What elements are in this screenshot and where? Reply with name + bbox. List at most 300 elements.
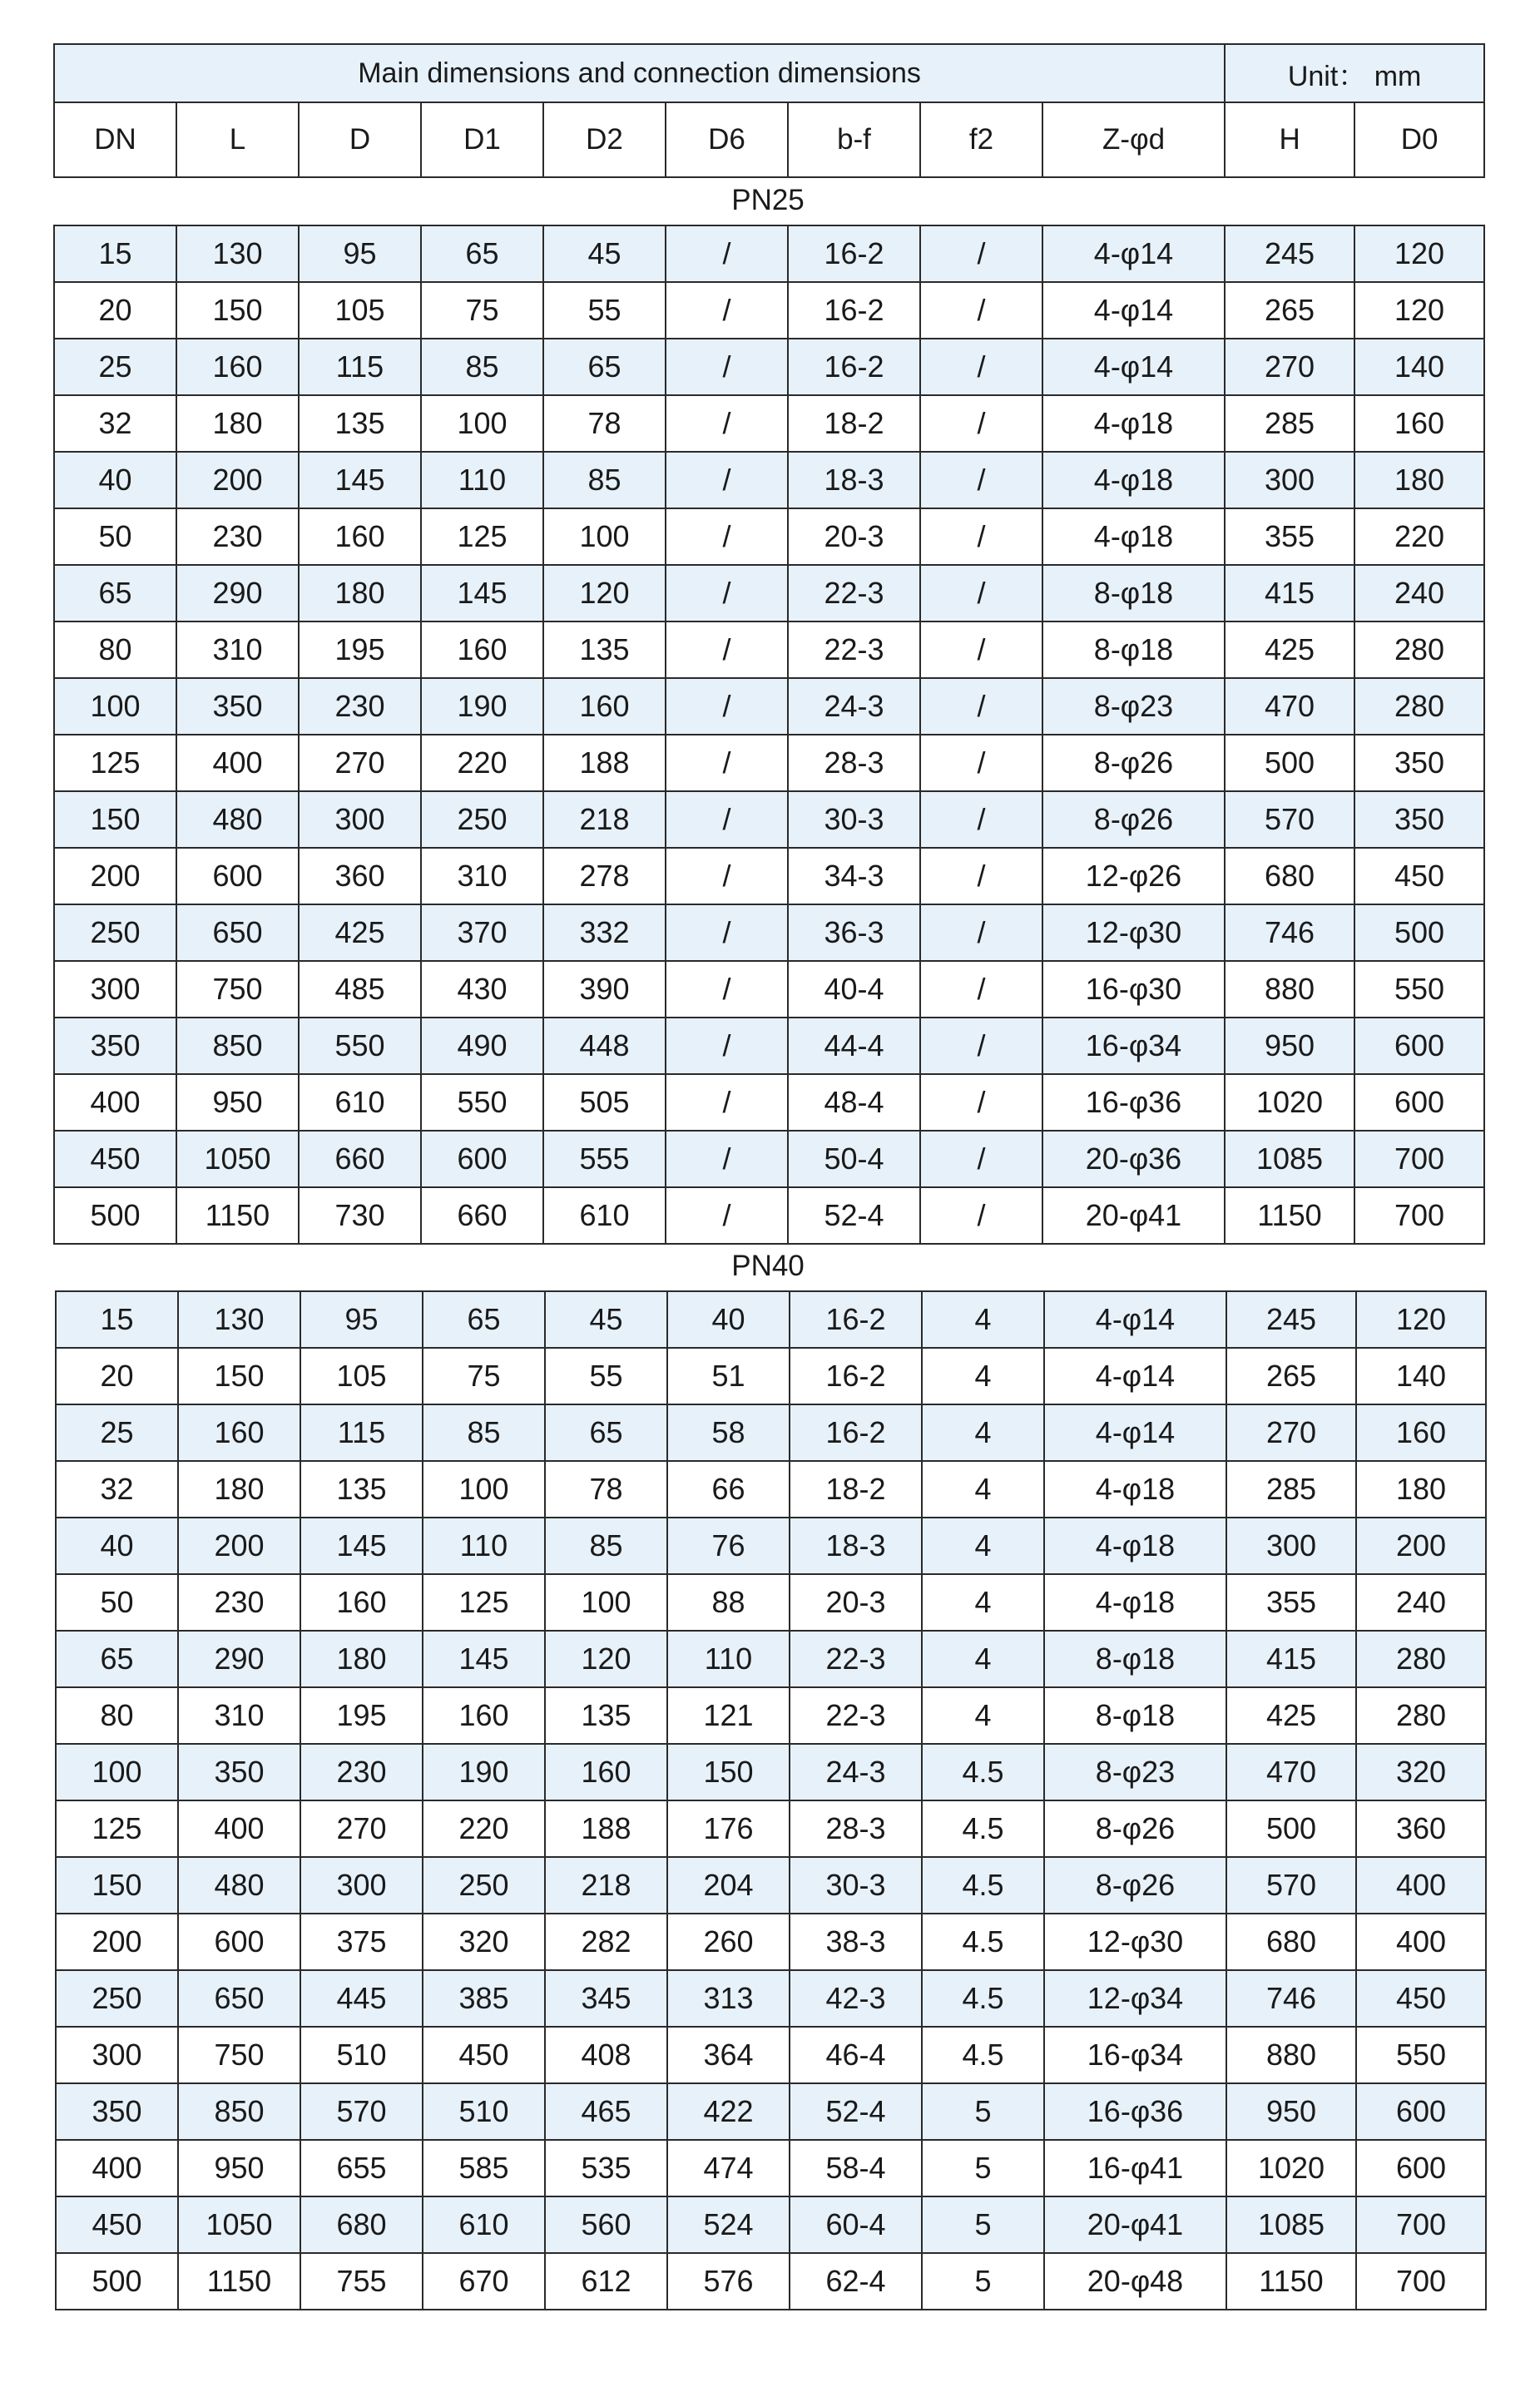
cell-l: 180 — [178, 1461, 300, 1518]
cell-f2: / — [920, 791, 1042, 848]
cell-d6: 150 — [667, 1744, 790, 1800]
cell-l: 350 — [178, 1744, 300, 1800]
cell-l: 850 — [176, 1018, 299, 1074]
cell-l: 150 — [178, 1348, 300, 1404]
cell-f2: 4 — [922, 1574, 1044, 1631]
cell-b-f: 20-3 — [790, 1574, 922, 1631]
cell-f2: 4 — [922, 1518, 1044, 1574]
cell-f2: / — [920, 735, 1042, 791]
cell-d0: 140 — [1356, 1348, 1486, 1404]
cell-z-phi-d: 20-φ48 — [1044, 2253, 1226, 2310]
table-row — [54, 1074, 1484, 1131]
cell-d1: 190 — [421, 678, 543, 735]
cell-dn: 100 — [54, 678, 176, 735]
cell-d6: 66 — [667, 1461, 790, 1518]
cell-d0: 120 — [1356, 1291, 1486, 1348]
cell-dn: 15 — [56, 1291, 178, 1348]
table-row — [54, 791, 1484, 848]
cell-d6: / — [666, 508, 788, 565]
cell-h: 245 — [1226, 1291, 1356, 1348]
cell-z-phi-d: 16-φ30 — [1042, 961, 1225, 1018]
column-header-row — [54, 102, 1484, 177]
cell-f2: 5 — [922, 2140, 1044, 2196]
cell-d1: 125 — [423, 1574, 545, 1631]
cell-b-f: 30-3 — [788, 791, 920, 848]
cell-z-phi-d: 8-φ18 — [1042, 565, 1225, 621]
cell-h: 570 — [1225, 791, 1354, 848]
cell-b-f: 60-4 — [790, 2196, 922, 2253]
cell-dn: 80 — [54, 621, 176, 678]
cell-h: 950 — [1226, 2083, 1356, 2140]
cell-b-f: 16-2 — [790, 1404, 922, 1461]
cell-l: 950 — [178, 2140, 300, 2196]
cell-b-f: 24-3 — [788, 678, 920, 735]
cell-f2: 4.5 — [922, 1800, 1044, 1857]
cell-d: 195 — [299, 621, 421, 678]
cell-b-f: 62-4 — [790, 2253, 922, 2310]
pn25-section-label: PN25 — [731, 184, 805, 216]
cell-d: 180 — [299, 565, 421, 621]
cell-d6: 422 — [667, 2083, 790, 2140]
cell-d1: 160 — [421, 621, 543, 678]
cell-d1: 65 — [421, 225, 543, 282]
cell-dn: 50 — [56, 1574, 178, 1631]
cell-dn: 400 — [56, 2140, 178, 2196]
cell-b-f: 16-2 — [790, 1348, 922, 1404]
cell-b-f: 58-4 — [790, 2140, 922, 2196]
cell-z-phi-d: 4-φ14 — [1044, 1404, 1226, 1461]
cell-h: 1020 — [1226, 2140, 1356, 2196]
cell-f2: 4 — [922, 1348, 1044, 1404]
cell-b-f: 16-2 — [788, 282, 920, 339]
cell-f2: 4.5 — [922, 2027, 1044, 2083]
cell-d0: 120 — [1354, 225, 1484, 282]
cell-l: 480 — [178, 1857, 300, 1914]
cell-f2: / — [920, 565, 1042, 621]
cell-dn: 300 — [54, 961, 176, 1018]
cell-h: 245 — [1225, 225, 1354, 282]
cell-f2: / — [920, 339, 1042, 395]
cell-h: 500 — [1225, 735, 1354, 791]
cell-d0: 160 — [1354, 395, 1484, 452]
cell-h: 1085 — [1225, 1131, 1354, 1187]
cell-d2: 100 — [545, 1574, 667, 1631]
table-row — [54, 565, 1484, 621]
cell-l: 200 — [178, 1518, 300, 1574]
cell-f2: / — [920, 1187, 1042, 1244]
cell-f2: / — [920, 1018, 1042, 1074]
column-header-dn: DN — [54, 102, 176, 177]
table-row — [54, 678, 1484, 735]
cell-dn: 25 — [54, 339, 176, 395]
cell-d1: 310 — [421, 848, 543, 904]
cell-f2: / — [920, 508, 1042, 565]
cell-b-f: 22-3 — [788, 621, 920, 678]
cell-dn: 450 — [54, 1131, 176, 1187]
cell-z-phi-d: 4-φ18 — [1044, 1574, 1226, 1631]
cell-h: 1150 — [1225, 1187, 1354, 1244]
cell-d6: / — [666, 848, 788, 904]
cell-h: 265 — [1226, 1348, 1356, 1404]
table-row — [54, 1131, 1484, 1187]
cell-d6: / — [666, 339, 788, 395]
cell-d1: 75 — [423, 1348, 545, 1404]
cell-d1: 250 — [423, 1857, 545, 1914]
cell-d0: 240 — [1354, 565, 1484, 621]
cell-d1: 110 — [421, 452, 543, 508]
cell-d6: / — [666, 678, 788, 735]
cell-d2: 45 — [543, 225, 666, 282]
cell-d6: / — [666, 961, 788, 1018]
cell-d1: 320 — [423, 1914, 545, 1970]
cell-l: 950 — [176, 1074, 299, 1131]
table-row — [56, 1348, 1486, 1404]
cell-l: 750 — [178, 2027, 300, 2083]
column-header-z-phi-d: Z-φd — [1042, 102, 1225, 177]
cell-dn: 40 — [54, 452, 176, 508]
cell-d: 145 — [300, 1518, 423, 1574]
cell-z-phi-d: 8-φ26 — [1042, 735, 1225, 791]
table-row — [56, 2253, 1486, 2310]
cell-d0: 400 — [1356, 1857, 1486, 1914]
cell-d0: 280 — [1354, 678, 1484, 735]
pn40-table-body — [56, 1291, 1486, 2310]
cell-d: 105 — [299, 282, 421, 339]
cell-b-f: 22-3 — [788, 565, 920, 621]
column-header-d: D — [299, 102, 421, 177]
cell-d1: 145 — [421, 565, 543, 621]
cell-d6: / — [666, 282, 788, 339]
cell-f2: / — [920, 848, 1042, 904]
cell-dn: 65 — [56, 1631, 178, 1687]
cell-d0: 320 — [1356, 1744, 1486, 1800]
cell-d1: 610 — [423, 2196, 545, 2253]
cell-l: 650 — [176, 904, 299, 961]
cell-l: 230 — [178, 1574, 300, 1631]
cell-d: 195 — [300, 1687, 423, 1744]
cell-d0: 550 — [1354, 961, 1484, 1018]
cell-d1: 100 — [423, 1461, 545, 1518]
cell-d: 730 — [299, 1187, 421, 1244]
cell-d2: 408 — [545, 2027, 667, 2083]
cell-z-phi-d: 20-φ41 — [1042, 1187, 1225, 1244]
cell-d1: 250 — [421, 791, 543, 848]
cell-d6: 576 — [667, 2253, 790, 2310]
cell-z-phi-d: 20-φ36 — [1042, 1131, 1225, 1187]
cell-d: 115 — [300, 1404, 423, 1461]
cell-b-f: 18-3 — [788, 452, 920, 508]
cell-h: 270 — [1226, 1404, 1356, 1461]
cell-dn: 150 — [54, 791, 176, 848]
cell-d6: / — [666, 1018, 788, 1074]
pn40-section-label: PN40 — [731, 1250, 805, 1282]
cell-d6: 40 — [667, 1291, 790, 1348]
cell-d0: 350 — [1354, 791, 1484, 848]
cell-l: 1050 — [176, 1131, 299, 1187]
cell-dn: 100 — [56, 1744, 178, 1800]
table-row — [56, 1631, 1486, 1687]
column-header-d0: D0 — [1354, 102, 1484, 177]
cell-h: 746 — [1225, 904, 1354, 961]
cell-z-phi-d: 8-φ23 — [1044, 1744, 1226, 1800]
cell-dn: 80 — [56, 1687, 178, 1744]
column-header-l: L — [176, 102, 299, 177]
cell-dn: 20 — [54, 282, 176, 339]
title-row — [54, 44, 1484, 102]
table-row — [54, 961, 1484, 1018]
pn25-table-body — [54, 225, 1484, 1244]
cell-z-phi-d: 12-φ30 — [1044, 1914, 1226, 1970]
cell-z-phi-d: 16-φ34 — [1044, 2027, 1226, 2083]
cell-h: 680 — [1225, 848, 1354, 904]
cell-f2: 4 — [922, 1461, 1044, 1518]
cell-d1: 160 — [423, 1687, 545, 1744]
cell-h: 265 — [1225, 282, 1354, 339]
cell-d2: 85 — [543, 452, 666, 508]
cell-d2: 65 — [545, 1404, 667, 1461]
cell-f2: 4.5 — [922, 1857, 1044, 1914]
cell-dn: 65 — [54, 565, 176, 621]
cell-b-f: 50-4 — [788, 1131, 920, 1187]
cell-d0: 600 — [1354, 1018, 1484, 1074]
cell-h: 950 — [1225, 1018, 1354, 1074]
table-row — [54, 225, 1484, 282]
cell-f2: / — [920, 395, 1042, 452]
cell-d: 95 — [300, 1291, 423, 1348]
cell-l: 400 — [178, 1800, 300, 1857]
cell-d: 610 — [299, 1074, 421, 1131]
column-header-d2: D2 — [543, 102, 666, 177]
table-row — [54, 848, 1484, 904]
cell-h: 285 — [1226, 1461, 1356, 1518]
cell-d2: 555 — [543, 1131, 666, 1187]
cell-h: 880 — [1226, 2027, 1356, 2083]
cell-d1: 585 — [423, 2140, 545, 2196]
cell-d2: 135 — [543, 621, 666, 678]
cell-z-phi-d: 16-φ41 — [1044, 2140, 1226, 2196]
cell-d2: 85 — [545, 1518, 667, 1574]
cell-d2: 345 — [545, 1970, 667, 2027]
cell-h: 1020 — [1225, 1074, 1354, 1131]
cell-d2: 55 — [545, 1348, 667, 1404]
column-header-d1: D1 — [421, 102, 543, 177]
cell-b-f: 40-4 — [788, 961, 920, 1018]
cell-b-f: 52-4 — [790, 2083, 922, 2140]
cell-d2: 390 — [543, 961, 666, 1018]
cell-d0: 200 — [1356, 1518, 1486, 1574]
cell-d: 160 — [300, 1574, 423, 1631]
cell-z-phi-d: 8-φ26 — [1044, 1857, 1226, 1914]
cell-d1: 370 — [421, 904, 543, 961]
table-row — [56, 1291, 1486, 1348]
cell-dn: 300 — [56, 2027, 178, 2083]
cell-d: 300 — [300, 1857, 423, 1914]
cell-dn: 20 — [56, 1348, 178, 1404]
cell-d1: 490 — [421, 1018, 543, 1074]
cell-f2: 4 — [922, 1291, 1044, 1348]
cell-d2: 78 — [545, 1461, 667, 1518]
cell-z-phi-d: 8-φ18 — [1044, 1687, 1226, 1744]
cell-z-phi-d: 12-φ30 — [1042, 904, 1225, 961]
cell-d2: 218 — [543, 791, 666, 848]
cell-z-phi-d: 8-φ18 — [1044, 1631, 1226, 1687]
cell-d2: 612 — [545, 2253, 667, 2310]
cell-h: 470 — [1226, 1744, 1356, 1800]
cell-d1: 145 — [423, 1631, 545, 1687]
cell-l: 600 — [178, 1914, 300, 1970]
cell-dn: 125 — [54, 735, 176, 791]
cell-d2: 332 — [543, 904, 666, 961]
cell-d2: 120 — [545, 1631, 667, 1687]
cell-h: 746 — [1226, 1970, 1356, 2027]
cell-f2: / — [920, 1074, 1042, 1131]
cell-dn: 15 — [54, 225, 176, 282]
cell-d: 755 — [300, 2253, 423, 2310]
cell-d6: 364 — [667, 2027, 790, 2083]
cell-h: 270 — [1225, 339, 1354, 395]
cell-b-f: 24-3 — [790, 1744, 922, 1800]
cell-dn: 50 — [54, 508, 176, 565]
cell-b-f: 38-3 — [790, 1914, 922, 1970]
cell-b-f: 34-3 — [788, 848, 920, 904]
cell-f2: / — [920, 282, 1042, 339]
cell-d6: 110 — [667, 1631, 790, 1687]
cell-b-f: 22-3 — [790, 1631, 922, 1687]
cell-d2: 610 — [543, 1187, 666, 1244]
cell-d6: / — [666, 904, 788, 961]
cell-dn: 500 — [54, 1187, 176, 1244]
table-row — [56, 1744, 1486, 1800]
cell-d6: 176 — [667, 1800, 790, 1857]
cell-z-phi-d: 4-φ14 — [1044, 1348, 1226, 1404]
cell-d6: 76 — [667, 1518, 790, 1574]
cell-d1: 85 — [423, 1404, 545, 1461]
cell-b-f: 36-3 — [788, 904, 920, 961]
table-row — [56, 1800, 1486, 1857]
cell-dn: 350 — [56, 2083, 178, 2140]
cell-l: 650 — [178, 1970, 300, 2027]
cell-d: 550 — [299, 1018, 421, 1074]
cell-d6: 474 — [667, 2140, 790, 2196]
cell-d1: 85 — [421, 339, 543, 395]
cell-z-phi-d: 4-φ14 — [1042, 225, 1225, 282]
table-row — [54, 395, 1484, 452]
cell-dn: 500 — [56, 2253, 178, 2310]
cell-d0: 280 — [1354, 621, 1484, 678]
column-header-h: H — [1225, 102, 1354, 177]
table-row — [56, 1970, 1486, 2027]
cell-b-f: 18-3 — [790, 1518, 922, 1574]
cell-h: 500 — [1226, 1800, 1356, 1857]
table-title: Main dimensions and connection dimensions — [54, 44, 1225, 102]
cell-d: 270 — [299, 735, 421, 791]
cell-z-phi-d: 16-φ34 — [1042, 1018, 1225, 1074]
cell-h: 415 — [1225, 565, 1354, 621]
cell-dn: 32 — [56, 1461, 178, 1518]
cell-z-phi-d: 8-φ18 — [1042, 621, 1225, 678]
cell-d0: 280 — [1356, 1631, 1486, 1687]
cell-d0: 180 — [1356, 1461, 1486, 1518]
cell-b-f: 16-2 — [788, 225, 920, 282]
cell-f2: 5 — [922, 2253, 1044, 2310]
table-row — [56, 1857, 1486, 1914]
cell-d: 485 — [299, 961, 421, 1018]
cell-d0: 120 — [1354, 282, 1484, 339]
cell-z-phi-d: 16-φ36 — [1044, 2083, 1226, 2140]
cell-d1: 670 — [423, 2253, 545, 2310]
column-header-b-f: b-f — [788, 102, 920, 177]
cell-d0: 280 — [1356, 1687, 1486, 1744]
cell-h: 285 — [1225, 395, 1354, 452]
table-row — [54, 621, 1484, 678]
unit-label: Unit： mm — [1225, 44, 1484, 102]
table-row — [54, 339, 1484, 395]
cell-b-f: 20-3 — [788, 508, 920, 565]
cell-d0: 550 — [1356, 2027, 1486, 2083]
cell-d6: / — [666, 395, 788, 452]
cell-d0: 240 — [1356, 1574, 1486, 1631]
cell-d0: 600 — [1354, 1074, 1484, 1131]
cell-d6: 88 — [667, 1574, 790, 1631]
cell-f2: 4.5 — [922, 1914, 1044, 1970]
cell-d0: 600 — [1356, 2083, 1486, 2140]
cell-d2: 135 — [545, 1687, 667, 1744]
cell-z-phi-d: 12-φ34 — [1044, 1970, 1226, 2027]
cell-d: 180 — [300, 1631, 423, 1687]
cell-l: 310 — [176, 621, 299, 678]
cell-d: 425 — [299, 904, 421, 961]
cell-d2: 278 — [543, 848, 666, 904]
cell-d0: 450 — [1356, 1970, 1486, 2027]
cell-d0: 500 — [1354, 904, 1484, 961]
cell-l: 750 — [176, 961, 299, 1018]
cell-d: 570 — [300, 2083, 423, 2140]
cell-d: 230 — [299, 678, 421, 735]
cell-l: 130 — [178, 1291, 300, 1348]
cell-dn: 250 — [54, 904, 176, 961]
cell-d6: 524 — [667, 2196, 790, 2253]
cell-d1: 550 — [421, 1074, 543, 1131]
cell-d1: 125 — [421, 508, 543, 565]
cell-d2: 65 — [543, 339, 666, 395]
cell-d0: 700 — [1356, 2253, 1486, 2310]
cell-f2: / — [920, 452, 1042, 508]
table-row — [54, 1018, 1484, 1074]
cell-f2: 4 — [922, 1404, 1044, 1461]
cell-d6: 58 — [667, 1404, 790, 1461]
cell-d2: 160 — [543, 678, 666, 735]
column-header-f2: f2 — [920, 102, 1042, 177]
cell-d1: 190 — [423, 1744, 545, 1800]
table-row — [56, 1461, 1486, 1518]
cell-d: 105 — [300, 1348, 423, 1404]
cell-d6: 51 — [667, 1348, 790, 1404]
cell-d: 135 — [299, 395, 421, 452]
table-row — [56, 1404, 1486, 1461]
cell-b-f: 42-3 — [790, 1970, 922, 2027]
cell-d0: 220 — [1354, 508, 1484, 565]
table-row — [54, 508, 1484, 565]
cell-z-phi-d: 4-φ18 — [1042, 452, 1225, 508]
cell-f2: 5 — [922, 2196, 1044, 2253]
cell-d2: 100 — [543, 508, 666, 565]
cell-d2: 218 — [545, 1857, 667, 1914]
cell-d1: 65 — [423, 1291, 545, 1348]
cell-d: 230 — [300, 1744, 423, 1800]
cell-l: 150 — [176, 282, 299, 339]
cell-h: 355 — [1225, 508, 1354, 565]
cell-dn: 250 — [56, 1970, 178, 2027]
